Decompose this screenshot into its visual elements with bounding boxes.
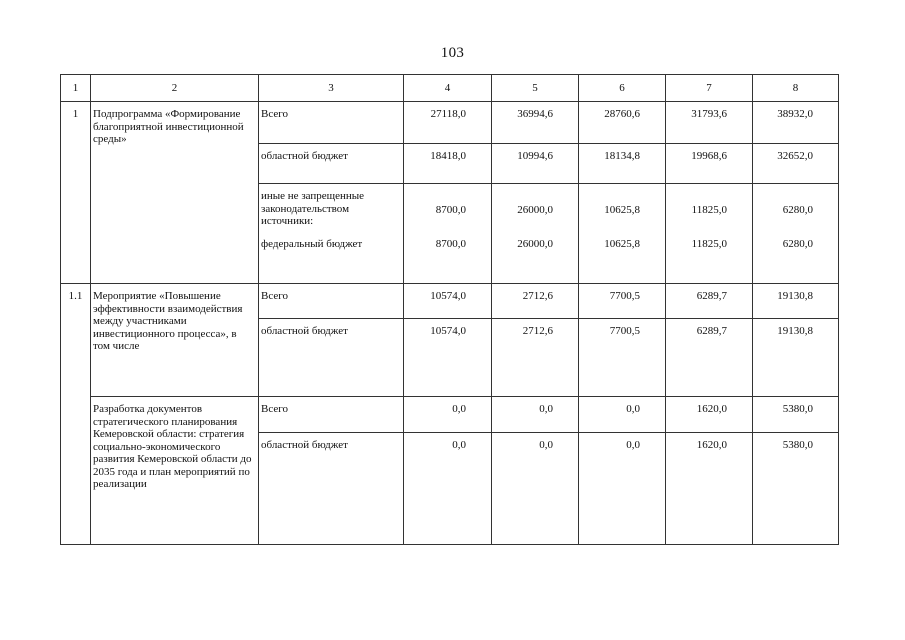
value: 0,0 <box>452 403 466 415</box>
source-label: федеральный бюджет <box>261 238 363 250</box>
value: 31793,6 <box>691 108 727 120</box>
value: 1620,0 <box>696 403 727 415</box>
value: 18418,0 <box>430 150 466 162</box>
value-cell <box>492 319 579 397</box>
value-cell <box>404 102 492 144</box>
value-cell <box>753 319 839 397</box>
value: 0,0 <box>452 439 466 451</box>
table-header-row <box>61 75 839 102</box>
value: 11825,0 <box>691 204 727 216</box>
value-cell <box>492 102 579 144</box>
value: 7700,5 <box>609 325 640 337</box>
value-cell <box>666 397 753 433</box>
value-cell <box>492 184 579 284</box>
source-label: иные не запрещенные законодательством источники: <box>261 190 365 227</box>
value-cell <box>492 144 579 184</box>
value-cell <box>404 184 492 284</box>
value: 2712,6 <box>522 290 553 302</box>
value-cell <box>753 284 839 319</box>
value: 19968,6 <box>691 150 727 162</box>
value-cell <box>579 319 666 397</box>
value: 10625,8 <box>604 204 640 216</box>
source-label: областной бюджет <box>261 150 348 162</box>
table-row <box>61 397 839 433</box>
value-cell <box>404 433 492 545</box>
source-cell <box>259 397 404 433</box>
value-cell <box>753 433 839 545</box>
value-cell <box>404 144 492 184</box>
value-cell <box>579 397 666 433</box>
value: 5380,0 <box>782 403 813 415</box>
source-label: областной бюджет <box>261 439 348 451</box>
value-cell <box>579 433 666 545</box>
value-cell <box>666 102 753 144</box>
value-cell <box>492 433 579 545</box>
value-cell <box>404 319 492 397</box>
value: 28760,6 <box>604 108 640 120</box>
source-cell <box>259 319 404 397</box>
value: 5380,0 <box>782 439 813 451</box>
value: 10574,0 <box>430 290 466 302</box>
value-cell <box>666 184 753 284</box>
value: 8700,0 <box>435 204 466 216</box>
table-row <box>61 284 839 319</box>
header-cell: 5 <box>492 75 579 102</box>
value: 27118,0 <box>430 108 466 120</box>
header-cell: 1 <box>61 75 91 102</box>
value-cell <box>404 397 492 433</box>
value: 1620,0 <box>696 439 727 451</box>
row-number: 1 <box>72 108 79 120</box>
header-cell: 8 <box>753 75 839 102</box>
value: 7700,5 <box>609 290 640 302</box>
value: 36994,6 <box>517 108 553 120</box>
source-cell <box>259 284 404 319</box>
value: 10994,6 <box>517 150 553 162</box>
source-cell <box>259 433 404 545</box>
source-label: областной бюджет <box>261 325 348 337</box>
value: 11825,0 <box>691 238 727 250</box>
item-name-cell <box>91 102 259 284</box>
value: 6280,0 <box>782 204 813 216</box>
source-cell <box>259 184 404 284</box>
value: 26000,0 <box>517 204 553 216</box>
header-cell: 2 <box>91 75 259 102</box>
source-cell <box>259 102 404 144</box>
value-cell <box>753 184 839 284</box>
value-cell <box>579 102 666 144</box>
header-cell: 4 <box>404 75 492 102</box>
value: 10574,0 <box>430 325 466 337</box>
item-name: Разработка документов стратегического планирования Кемеровской области: стратегия социально-экономического развития Кемеровской области до 2035 года и план мероприятий по реализации <box>93 403 252 490</box>
value: 10625,8 <box>604 238 640 250</box>
source-label: Всего <box>261 403 288 415</box>
item-name: Подпрограмма «Формирование благоприятной инвестиционной среды» <box>93 108 244 145</box>
value-cell <box>404 284 492 319</box>
value: 38932,0 <box>777 108 813 120</box>
item-name-cell <box>91 284 259 397</box>
value-cell <box>492 397 579 433</box>
budget-table <box>60 74 839 545</box>
value-cell <box>666 433 753 545</box>
value: 2712,6 <box>522 325 553 337</box>
row-number: 1.1 <box>68 290 83 302</box>
header-cell: 3 <box>259 75 404 102</box>
source-label: Всего <box>261 290 288 302</box>
value: 0,0 <box>626 439 640 451</box>
row-number-cell <box>61 284 91 545</box>
value-cell <box>753 144 839 184</box>
value: 0,0 <box>626 403 640 415</box>
value: 19130,8 <box>777 290 813 302</box>
value-cell <box>753 397 839 433</box>
value-cell <box>492 284 579 319</box>
header-cell: 7 <box>666 75 753 102</box>
source-cell <box>259 144 404 184</box>
value: 8700,0 <box>435 238 466 250</box>
row-number-cell <box>61 102 91 284</box>
value-cell <box>666 144 753 184</box>
page-number: 103 <box>440 45 465 61</box>
value-cell <box>579 184 666 284</box>
header-cell: 6 <box>579 75 666 102</box>
value-cell <box>579 284 666 319</box>
value: 18134,8 <box>604 150 640 162</box>
item-name-cell <box>91 397 259 545</box>
value-cell <box>753 102 839 144</box>
item-name: Мероприятие «Повышение эффективности взаимодействия между участниками инвестиционного процесса», в том числе <box>93 290 243 352</box>
value: 6289,7 <box>696 325 727 337</box>
source-label: Всего <box>261 108 288 120</box>
value: 0,0 <box>539 439 553 451</box>
value: 26000,0 <box>517 238 553 250</box>
value: 32652,0 <box>777 150 813 162</box>
table-row <box>61 102 839 144</box>
value-cell <box>666 284 753 319</box>
value-cell <box>666 319 753 397</box>
value-cell <box>579 144 666 184</box>
value: 0,0 <box>539 403 553 415</box>
value: 6280,0 <box>782 238 813 250</box>
value: 19130,8 <box>777 325 813 337</box>
value: 6289,7 <box>696 290 727 302</box>
